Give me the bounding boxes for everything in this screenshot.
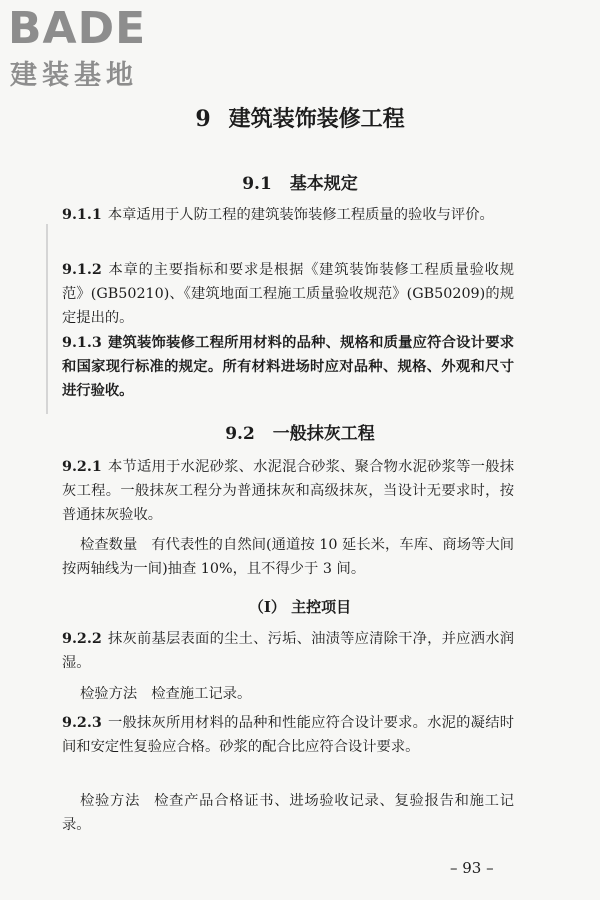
clause-text: 本章的主要指标和要求是根据《建筑装饰装修工程质量验收规范》(GB50210)、《建筑地面工程施工质量验收规范》(GB50209)的规定提出的。	[62, 262, 514, 326]
chapter-title	[0, 104, 600, 134]
check-label: 检验方法	[80, 793, 141, 809]
subheading-main-items: （Ⅰ） 主控项目	[248, 598, 352, 616]
check-text: 检查产品合格证书、进场验收记录、复验报告和施工记录。	[62, 793, 515, 833]
chapter-number: 9	[195, 106, 211, 132]
clause-number: 9.2.3	[62, 715, 102, 731]
section-number: 9.1	[242, 174, 272, 194]
clause-text: 建筑装饰装修工程所用材料的品种、规格和质量应符合设计要求和国家现行标准的规定。所有材料进场时应对品种、规格、外观和尺寸进行验收。	[62, 335, 514, 399]
section-title-9-2	[0, 422, 600, 446]
clause-number: 9.2.1	[62, 459, 102, 475]
logo-wordmark: BADE	[8, 3, 147, 54]
clause-9-2-2	[62, 627, 514, 675]
page-number: – 93 –	[450, 859, 494, 877]
clause-9-2-1	[62, 455, 514, 527]
inspection-method-2	[62, 789, 514, 837]
check-text: 有代表性的自然间(通道按 10 延长米，车库、商场等大间按两轴线为一间)抽查 10%，且不得少于 3 间。	[62, 537, 514, 577]
clause-9-1-2	[62, 258, 514, 330]
inspection-method-1	[62, 682, 514, 706]
clause-9-1-3	[62, 331, 514, 403]
clause-number: 9.1.3	[62, 335, 102, 351]
section-title-text: 一般抹灰工程	[272, 424, 375, 444]
chapter-title-text: 建筑装饰装修工程	[228, 106, 405, 132]
clause-number: 9.1.2	[62, 262, 102, 278]
clause-text: 本章适用于人防工程的建筑装饰装修工程质量的验收与评价。	[107, 207, 494, 223]
clause-text: 抹灰前基层表面的尘土、污垢、油渍等应清除干净，并应洒水润湿。	[62, 631, 514, 671]
clause-9-2-3	[62, 711, 514, 759]
clause-number: 9.1.1	[62, 207, 102, 223]
clause-text: 本节适用于水泥砂浆、水泥混合砂浆、聚合物水泥砂浆等一般抹灰工程。一般抹灰工程分为普通抹灰和高级抹灰，当设计无要求时，按普通抹灰验收。	[62, 459, 514, 523]
bade-logo	[8, 4, 178, 96]
inspection-quantity	[62, 533, 514, 581]
check-label: 检验方法	[80, 686, 138, 702]
section-number: 9.2	[225, 424, 255, 444]
section-title-9-1	[0, 172, 600, 196]
check-label: 检查数量	[80, 537, 138, 553]
section-title-text: 基本规定	[289, 174, 358, 194]
check-text: 检查施工记录。	[151, 686, 252, 702]
logo-subtitle: 建装基地	[10, 60, 138, 91]
clause-text: 一般抹灰所用材料的品种和性能应符合设计要求。水泥的凝结时间和安定性复验应合格。砂浆的配合比应符合设计要求。	[62, 715, 514, 755]
margin-mark	[46, 224, 48, 414]
clause-9-1-1	[62, 203, 514, 227]
clause-number: 9.2.2	[62, 631, 102, 647]
